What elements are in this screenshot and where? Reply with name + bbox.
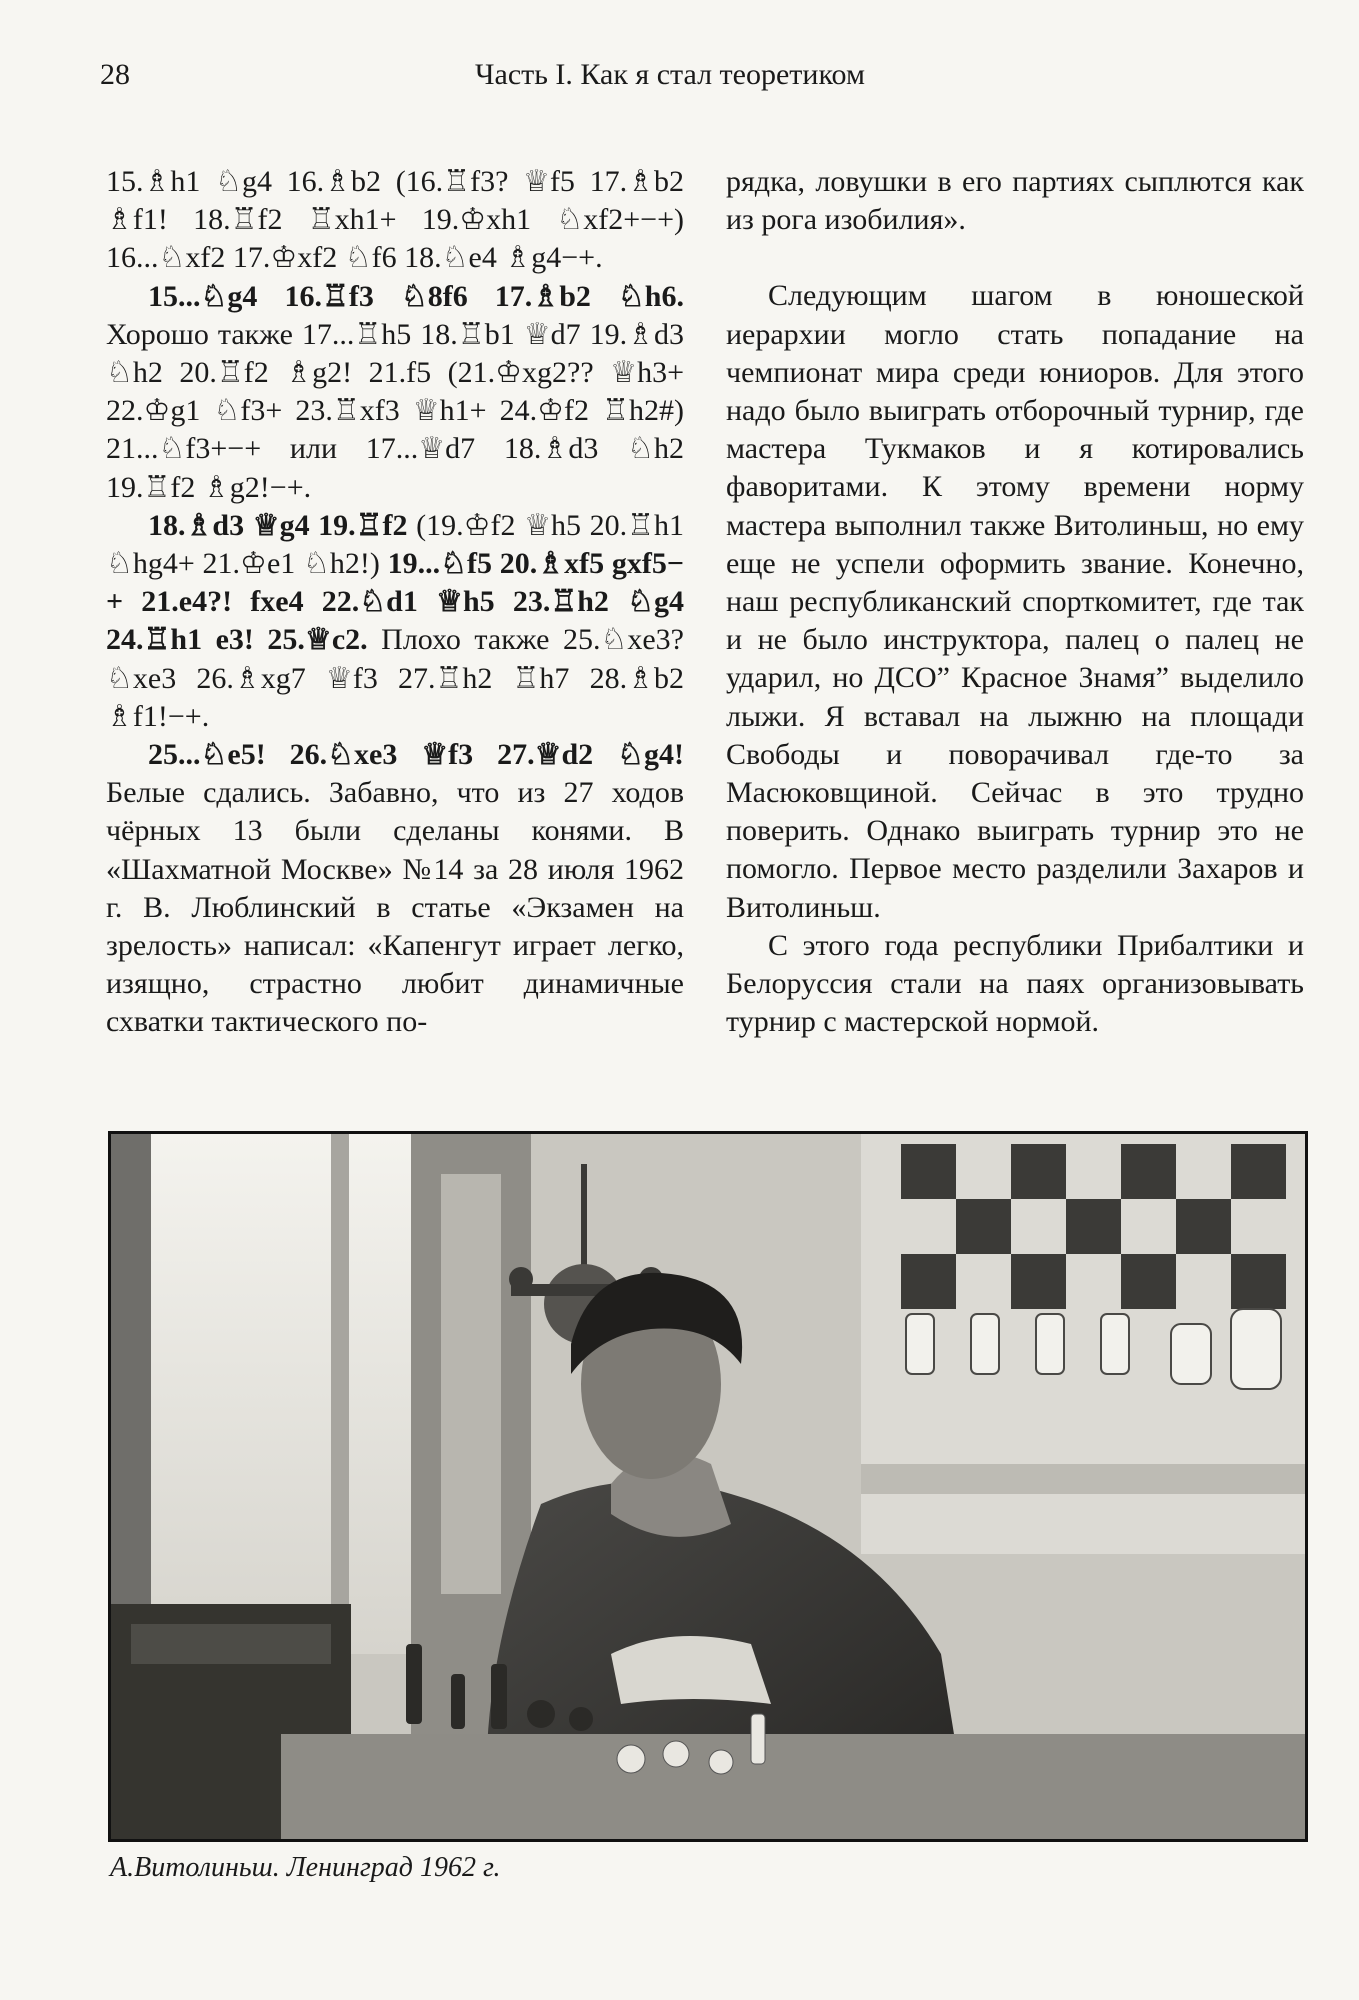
paragraph: Следующим шагом в юношеской иерархии могло стать попадание на чемпионат мира среди юниоров. Для этого надо было выиграть отборочный турнир, где мастера Тукмаков и я котировались фаворитами. К этому времени норму мастера выполнил также Витолиньш, но ему еще не успели оформить звание. Конечно, наш республиканский спорткомитет, где так и не было инструктора, палец о палец не ударил, но ДСО” Красное Знамя” выделило лыжи. Я вставал на лыжню на площади Свободы и поворачивал где-то за Масюковщиной. Сейчас в это трудно поверить. Однако выиграть турнир это не помогло. Первое место разделили Захаров и Витолиньш. <box>726 279 1304 924</box>
commentary: Плохо также 25.♘xe3? ♘xe3 26.♗xg7 ♕f3 27.♖h2 ♖h7 28.♗b2 ♗f1!−+. <box>106 623 684 733</box>
chapter-title: Часть I. Как я стал теоретиком <box>475 58 865 91</box>
main-line-moves: 18.♗d3 ♕g4 19.♖f2 <box>148 508 408 542</box>
photograph <box>108 1131 1308 1842</box>
photo-caption: А.Витолиньш. Ленинград 1962 г. <box>110 1852 501 1883</box>
main-line-moves: 25...♘e5! 26.♘xe3 ♕f3 27.♕d2 ♘g4! <box>148 738 684 772</box>
paragraph <box>106 736 684 1042</box>
main-line-moves: 19...♘f5 20.♗xf5 gxf5−+ 21.e4?! fxe4 22.♘d1 ♕h5 23.♖h2 ♘g4 24.♖h1 e3! 25.♕c2. <box>106 547 684 657</box>
commentary: Белые сдались. Забавно, что из 27 ходов чёрных 13 были сделаны конями. В «Шахматной Москве» №14 за 28 июля 1962 г. В. Люблинский в статье «Экзамен на зрелость» написал: «Капенгут играет легко, изящно, страстно любит динамичные схватки тактического по- <box>106 776 684 1039</box>
left-column <box>106 163 684 1042</box>
right-column <box>726 163 1304 1041</box>
main-line-moves: 15...♘g4 16.♖f3 ♘8f6 17.♗b2 ♘h6. <box>148 279 684 313</box>
move-text: 15.♗h1 ♘g4 16.♗b2 (16.♖f3? ♕f5 17.♗b2 ♗f1! 18.♖f2 ♖xh1+ 19.♔xh1 ♘xf2+−+) 16...♘xf2 17.♔xf2 ♘f6 18.♘e4 ♗g4−+. <box>106 165 684 275</box>
paragraph <box>106 278 684 507</box>
photo-illustration <box>111 1134 1305 1839</box>
page-number: 28 <box>100 58 130 91</box>
paragraph: С этого года республики Прибалтики и Белоруссия стали на паях организовывать турнир с мастерской нормой. <box>726 928 1304 1039</box>
paragraph <box>106 163 684 278</box>
paragraph <box>106 507 684 736</box>
commentary: Хорошо также 17...♖h5 18.♖b1 ♕d7 19.♗d3 ♘h2 20.♖f2 ♗g2! 21.f5 (21.♔xg2?? ♕h3+ 22.♔g1 ♘f3+ 23.♖xf3 ♕h1+ 24.♔f2 ♖h2#) 21...♘f3+−+ или 17...♕d7 18.♗d3 ♘h2 19.♖f2 ♗g2!−+. <box>106 317 684 504</box>
running-head <box>100 58 1299 98</box>
commentary: (19.♔f2 ♕h5 20.♖h1 ♘hg4+ 21.♔e1 ♘h2!) <box>106 508 684 581</box>
paragraph: рядка, ловушки в его партиях сыплются как из рога изобилия». <box>726 165 1304 237</box>
